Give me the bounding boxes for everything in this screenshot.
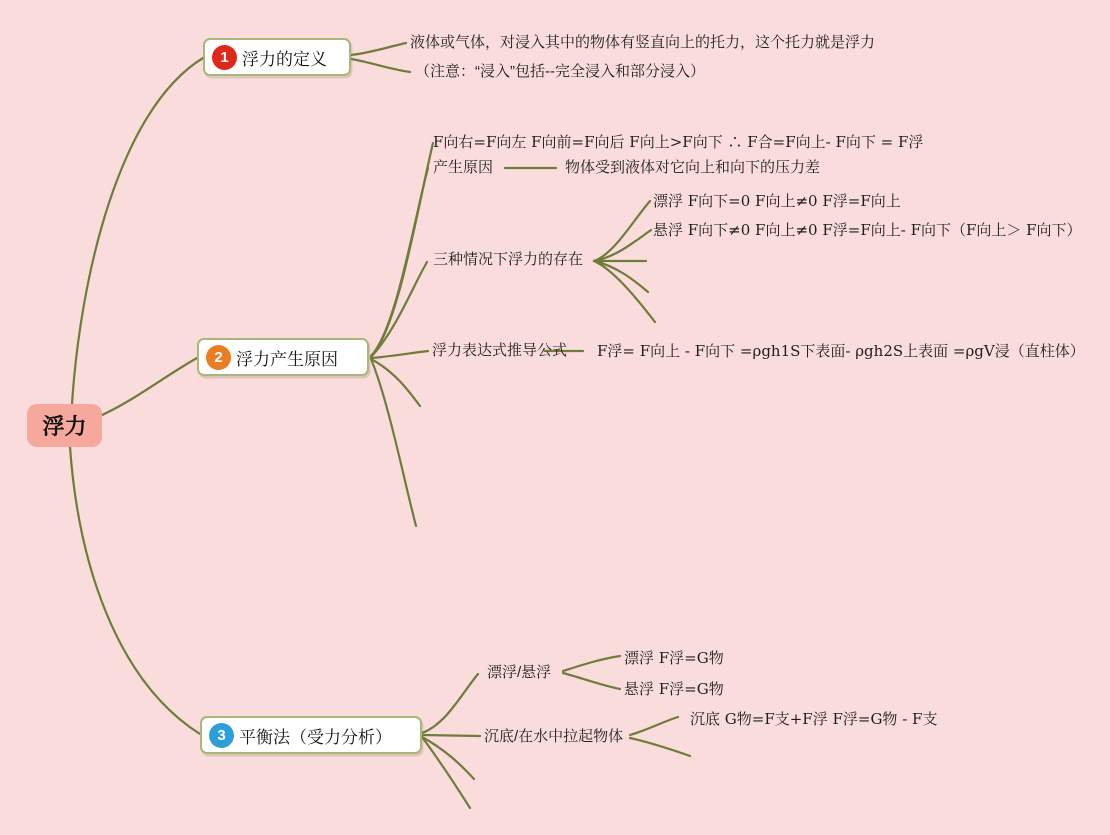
- connector-float-eq: [563, 656, 620, 671]
- connector-branch1-def2: [351, 59, 410, 72]
- cause-text[interactable]: 物体受到液体对它向上和向下的压力差: [565, 159, 821, 176]
- connector-branch3-sink: [422, 735, 480, 736]
- sink-label[interactable]: 沉底/在水中拉起物体: [484, 728, 624, 745]
- connector-root-branch1: [72, 58, 203, 404]
- badge-1: 1: [212, 45, 237, 70]
- connector-branch1-def1: [351, 43, 406, 55]
- definition-note[interactable]: （注意：“浸入”包括--完全浸入和部分浸入）: [415, 63, 705, 80]
- suspend-eq-text[interactable]: 悬浮 F浮=G物: [624, 680, 724, 698]
- formula-text[interactable]: F浮= F向上 - F向下 =ρgh1S下表面- ρgh2S上表面 =ρgV浸（直柱体）: [597, 342, 1085, 360]
- sink-eq-text[interactable]: 沉底 G物=F支+F浮 F浮=G物 - F支: [690, 710, 938, 728]
- connector-branch2-stub2: [371, 359, 416, 526]
- pressure-formula-text[interactable]: F向右=F向左 F向前=F向后 F向上>F向下 ∴ F合=F向上- F向下 = F浮: [433, 133, 924, 151]
- connector-root-branch3: [70, 447, 200, 734]
- badge-2: 2: [206, 345, 231, 370]
- branch-node-balance[interactable]: [200, 716, 422, 754]
- formula-label[interactable]: 浮力表达式推导公式: [432, 342, 568, 359]
- connector-branch2-formula-top: [371, 143, 433, 356]
- connector-branch3-stub2: [422, 737, 470, 808]
- branch1-title: 浮力的定义: [242, 49, 327, 69]
- definition-text[interactable]: 液体或气体，对浸入其中的物体有竖直向上的托力，这个托力就是浮力: [410, 34, 876, 51]
- float-suspend-label[interactable]: 漂浮/悬浮: [487, 664, 552, 681]
- branch2-title: 浮力产生原因: [236, 349, 338, 369]
- connector-sink-eq: [630, 717, 678, 735]
- connector-branch3-floatsuspend: [422, 674, 478, 733]
- cause-label[interactable]: 产生原因: [433, 159, 494, 176]
- branch-node-definition[interactable]: [203, 38, 351, 76]
- connector-branch2-cause: [371, 168, 428, 356]
- case-float-text[interactable]: 漂浮 F向下=0 F向上≠0 F浮=F向上: [653, 192, 901, 210]
- badge-3: 3: [209, 723, 234, 748]
- connector-root-branch2: [100, 358, 197, 416]
- connector-branch2-formula-label: [371, 351, 428, 358]
- three-cases-label[interactable]: 三种情况下浮力的存在: [433, 251, 584, 268]
- connector-cases-float: [594, 201, 650, 261]
- root-node[interactable]: [27, 404, 102, 447]
- branch-node-cause[interactable]: [197, 338, 369, 376]
- branch3-title: 平衡法（受力分析）: [239, 727, 392, 747]
- case-suspend-text[interactable]: 悬浮 F向下≠0 F向上≠0 F浮=F向上- F向下（F向上＞ F向下）: [653, 221, 1082, 239]
- root-label: 浮力: [42, 414, 87, 439]
- connector-sink-stub: [630, 738, 690, 756]
- float-eq-text[interactable]: 漂浮 F浮=G物: [624, 649, 724, 667]
- connector-suspend-eq: [563, 673, 620, 689]
